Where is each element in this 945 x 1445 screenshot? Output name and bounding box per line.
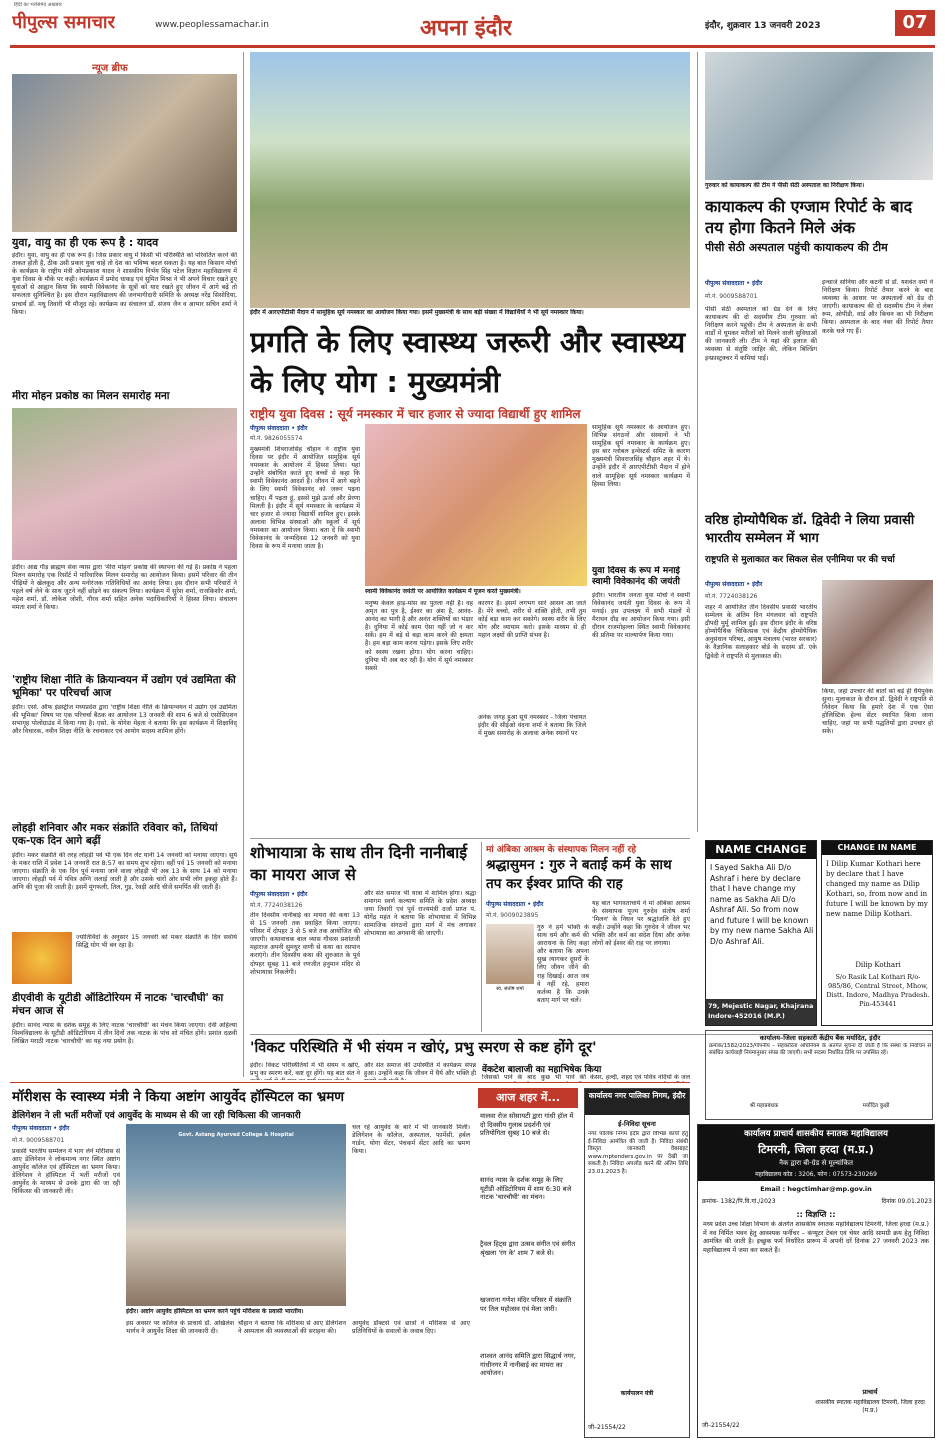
s2-headline: मीरा मोहन प्रकोष्ठ का मिलन समारोह मना — [12, 390, 170, 402]
photo-ayurved-hospital — [126, 1124, 346, 1306]
mid-top-rule — [250, 838, 690, 839]
college-heading-2: टिमरनी, जिला हरदा (म.प्र.) — [758, 1143, 874, 1156]
tender-sign: कार्यपालन यंत्री — [620, 1390, 654, 1397]
m1-byline-city: इंदौर — [297, 891, 308, 898]
aaj-item-4: खजराना गणेश मंदिर परिसर में संक्रांति पर तिल महोत्सव एवं मेला जारी। — [480, 1296, 572, 1313]
s3-body: इंदौर। एसो. ऑफ इंडस्ट्रीज मध्यप्रदेश द्वारा 'राष्ट्रीय शिक्षा नीति के क्रियान्वयन में उद्योग एवं उद्यमिता की भूमिका' विषय पर एक परिचर्चा बैठक का आयोजन 13 जनवरी की शाम 6 बजे से एसोसिएशन सभागृह पोलोग्राउंड में किया गया है। एसो. के योगेश मेहता ने बताया कि इस कार्यक्रम में शिक्षाविद् और विचारक, नवीन शिक्षा नीति के रचनाकार एवं आयोग सदस्य शामिल होंगे। — [12, 704, 237, 736]
m3-body: इंदौर। विकट परिस्थितियों में भी संयम न खोएं, प्रभु का स्मरण करें, कष्ट दूर होंगे। यह बात संत ने — [250, 1062, 360, 1078]
s4-body: इंदौर। मकर संक्रांति की तरह लोहड़ी पर्व भी एक दिन लेट यानी 14 जनवरी को मनाया जाएगा। सूर्य के मकर राशि में प्रवेश 14 जनवरी रात 8:57 का समय शुभ रहेगा। वहीं पर्व 15 जनवरी को मनाया जाएगा। संक्रांति के एक दिन पूर्व मनाया जाने वाला लोहड़ी भी अब 13 के साथ 14 को मनाया जाएगा। लोहड़ी पर्व में पवित्र अग्नि जलाई जाती है और उसके चारों ओर सभी लोग इकट्ठा होते हैं। अग्नि की पूजा की जाती है। इसमें मूंगफली, तिल, गुड़, रेवड़ी आदि चीजें समर्पित की जाती हैं। — [12, 852, 237, 892]
photo-cm-caption: स्वामी विवेकानंद जयंती पर आयोजित कार्यक्रम में पूजन करते मुख्यमंत्री। — [365, 588, 587, 598]
college-notice — [697, 1124, 935, 1438]
m1-headline: शोभायात्रा के साथ तीन दिनी नानीबाई का मायरा आज से — [250, 843, 468, 884]
section-title: अपना इंदौर — [420, 16, 513, 41]
r2-headline: वरिष्ठ होम्योपैथिक डॉ. द्विवेदी ने लिया प्रवासी भारतीय सम्मेलन में भाग — [705, 513, 915, 546]
m1-phone — [250, 901, 360, 909]
left-column — [12, 52, 237, 1078]
b1-photo-caption: इंदौर। अष्टांग आयुर्वेद हॉस्पिटल का भ्रमण करने पहुंचे मॉरीशस के प्रवासी भारतीय। — [126, 1308, 346, 1316]
tender-heading: कार्यालय नगर पालिका निगम, इंदौर — [585, 1089, 689, 1115]
lead-byline-name: पीपुल्स संवाददाता — [250, 425, 290, 432]
b1-byline-city: इंदौर — [59, 1125, 70, 1132]
m1-col2: और संत समाज भी यात्रा में शामिल होगा। श्रद्धा समागम स्वर्ण कल्याण समिति के प्रदेश अध्यक्ष जया तिवारी एवं पूर्व राज्यमंत्री दर्जा प्राप्त पं. योगेंद्र महंत ने बताया कि शोभायात्रा में विभिन्न सामाजिक संगठनों द्वारा मार्ग में मंच लगाकर शोभायात्रा का अगवानी की जाएगी। — [364, 890, 476, 938]
b1-phone-number: मो.नं. 9009588701 — [12, 1137, 65, 1144]
b1-col2: चल रहे आयुर्वेद के बारे में भी जानकारी मिली। डेलिगेशन के कॉलेज, अस्पताल, फार्मेसी, हर्बल गार्डन, योगा सेंटर, पंचकर्म सेंटर आदि का भ्रमण किया। — [352, 1124, 470, 1156]
nc2-heading: CHANGE IN NAME — [822, 841, 932, 855]
s2-body: इंदौर। आद्य गौड़ ब्राह्मण सेवा न्यास द्वारा 'मीरा मोहन' प्रकोष्ठ की स्थापना की गई है। प्रकोष्ठ ने पहला मिलन समारोह एक रिसॉर्ट में पारिवारिक मिलन समारोह का आयोजन किया। इसमें परिवार की तीन पीढ़ियों ने खेलकूद और अन्य मनोरंजक गतिविधियों का आनंद लिया। इस दौरान सभी परिवारों ने पहले वर्ष लेने के साथ जुटने नहीं छोड़ने का संकल्प लिया। कार्यक्रम में सुरेश शर्मा, राजकिशोर शर्मा, महेश शर्मा, डॉ. लोकेश जोशी, गौरव शर्मा सहित अनेक पदाधिकारियों ने हिस्सा लिया। संचालन ममता शर्मा ने किया। — [12, 564, 237, 612]
m3-col4: केसर, हल्दी, शहद एवं पवित्र नदियों के जल — [590, 1074, 690, 1081]
m2-byline-city: इंदौर — [533, 901, 544, 908]
aaj-heading: आज शहर में... — [478, 1088, 578, 1108]
college-subheading: नैक द्वारा बी-ग्रेड से मूल्यांकित — [779, 1159, 853, 1167]
photo-cm-puja — [365, 424, 587, 586]
lead-subheadline: राष्ट्रीय युवा दिवस : सूर्य नमस्कार में चार हजार से ज्यादा विद्यार्थी हुए शामिल — [250, 407, 581, 421]
college-heading-1: कार्यालय प्राचार्य शासकीय स्नातक महाविद्यालय — [744, 1129, 888, 1139]
lead-col2: मनुष्य केवल हाड़-मांस का पुतला नहीं है। वह अमृत का पुत्र है, ईश्वर का अंश है, आनंद-आनंद का भागी है और अनंत शक्तियों का भंडार है। दुनिया में कोई काम ऐसा नहीं जो न कर सकें। हम में बड़े से बड़ा काम करने की क्षमता है। हम बड़ा काम करना पड़ेगा। इसके लिए शरीर को स्वस्थ रखना होगा। योग करना चाहिए। दुनिया भी अब कर रही है। योग में सूर्य नमस्कार सबसे — [365, 600, 473, 672]
news-brief-label: न्यूज ब्रीफ — [92, 63, 128, 74]
college-sign: प्राचार्य — [862, 1388, 878, 1396]
college-sign-2: शासकीय स्नातक महाविद्यालय टिमरनी, जिला हरदा (म.प्र.) — [815, 1399, 925, 1414]
coop-heading: कार्यालय–जिला सहकारी केंद्रीय बैंक मर्यादित, इंदौर — [759, 1034, 881, 1042]
s4-headline: लोहड़ी शनिवार और मकर संक्रांति रविवार को, तिथियां एक-एक दिन आगे बढ़ीं — [12, 822, 218, 847]
b1-headline: मॉरीशस के स्वास्थ्य मंत्री ने किया अष्टांग आयुर्वेद हॉस्पिटल का भ्रमण — [12, 1089, 345, 1105]
ayurved-banner-text: Govt. Astang Ayurved College & Hospital — [178, 1132, 294, 1138]
lead-phone — [250, 434, 360, 442]
photo-president-meeting — [822, 580, 933, 684]
r2-subheadline: राष्ट्रपति से मुलाकात कर सिकल सेल एनीमिया पर की चर्चा — [705, 555, 895, 565]
page-number: 07 — [895, 10, 935, 36]
m2-col2: यह बात भागवताचार्य ने मां अंबिका आश्रम के संस्थापक पूज्य गुरुदेव संतोष शर्मा 'मिलन' के निधन पर श्रद्धांजलि देते हुए कही। उन्होंने कहा कि गुरुदेव ने जीवन भर भक्ति और कर्म का संदेश दिया और अनेक लोगों को ईश्वर की राह पर लगाया। — [592, 900, 690, 948]
nc2-body: I Dilip Kumar Kothari here by declare that I have changed my name as Dilip Kothari, so, from now and in future I will be known by my new name Dilip Kothari. — [826, 860, 928, 918]
r2-body: शहर में आयोजित तीन दिवसीय प्रवासी भारतीय सम्मेलन के अंतिम दिन मंगलवार को राष्ट्रपति द्रौपदी मुर्मू शामिल हुईं। इस दौरान इंदौर के वरिष्ठ होम्योपैथिक चिकित्सक एवं केंद्रीय होम्योपैथिक अनुसंधान परिषद, आयुष मंत्रालय (भारत सरकार) के वैज्ञानिक सलाहकार बोर्ड के सदस्य डॉ. एके द्विवेदी ने राष्ट्रपति से मुलाकात की। — [705, 604, 817, 660]
masthead-url: www.peoplessamachar.in — [155, 20, 269, 30]
r2-body-2: किया, जहां उपचार की बातों को बड़े ही धैर्यपूर्वक सुना। मुलाकात के दौरान डॉ. द्विवेदी ने राष्ट्रपति से निवेदन किया कि हमारे देश में एक ऐसा होलिस्टिक हेल्थ सेंटर स्थापित किया जाना चाहिए, जहां पर सभी पद्धतियों द्वारा उपचार हो सके। — [822, 688, 933, 736]
b1-phone — [12, 1136, 120, 1144]
college-body: मध्य प्रदेश उच्च शिक्षा विभाग के अंतर्गत शासकीय स्नातक महाविद्यालय टिमरनी, जिला हरदा (म.प्र.) में नव निर्मित भवन हेतु आवश्यक फर्नीचर – कंप्यूटर टेबल एवं चेयर आदि सामग्री क्रय हेतु निविदा आमंत्रित की जाती है। इच्छुक फर्म निर्धारित प्रारूप में अपनी दरें दिनांक 27 जनवरी 2023 तक महाविद्यालय में जमा कर सकते हैं। — [703, 1221, 929, 1254]
m1-byline: पीपुल्स संवाददाता • इंदौर — [250, 891, 308, 898]
tender-subheading: ई-निविदा सूचना — [618, 1120, 656, 1128]
masthead-rule — [10, 45, 935, 48]
r2-byline-name: पीपुल्स संवाददाता — [705, 581, 745, 588]
m1-body: तीन दिवसीय नानीबाई का मायरा की कथा 13 से 15 जनवरी तक प्रवाहित किया जाएगा। परिसर में दोपहर 3 से 5 बजे तक आयोजित की जाएगी। कथावाचक बाल व्यास गौवत्स प्रशांतजी महाराज अपनी सुमधुर वाणी से कथा का रसपान कराएंगे। तीन दिवसीय कथा की शुरुआत के पूर्व दोपहर सुबह 11 बजे रणजीत हनुमान मंदिर से शोभायात्रा निकलेगी। — [250, 912, 360, 976]
m2-byline-name: पीपुल्स संवाददाता — [486, 901, 526, 908]
r2-phone-number: मो.नं. 7724038126 — [705, 593, 758, 600]
tender-body: नगर पालिक निगम इंदौर द्वारा विभिन्न कार्यों हेतु ई-निविदा आमंत्रित की जाती है। निविदा संबंधी विस्तृत जानकारी वेबसाइट www.mptenders.gov.in पर देखी जा सकती है। निविदा अपलोड करने की अंतिम तिथि 23.01.2023 है। — [588, 1131, 688, 1175]
m2-byline: पीपुल्स संवाददाता • इंदौर — [486, 901, 544, 908]
b1-col3: इस अवसर पर कॉलेज के प्राचार्य डॉ. अखिलेश भार्गव ने आयुर्वेद शिक्षा की जानकारी दी। — [126, 1320, 234, 1336]
r1-body-2: इन्चार्ज सोनिया और कटनी से डॉ. यशवंत वर्मा ने निरीक्षण किया। रिपोर्ट तैयार करने के बाद व्यवस्था के आधार पर अस्पतालों को ग्रेड दी जाएगी। कायाकल्प की दो सदस्यीय टीम ने लेबर रूम, ओपीडी, वार्ड और किचन का भी निरीक्षण किया। अस्पताल के बाद नंबर की रिपोर्ट तैयार करके चले गए हैं। — [822, 279, 933, 335]
aaj-item-5: शाश्वत आनंद समिति द्वारा सिद्धार्थ नगर, गांधीनगर में नानीबाई का मायरा का आयोजन। — [480, 1352, 576, 1378]
aaj-item-1: मालवा रोज सोसायटी द्वारा गांधी हॉल में दो दिवसीय गुलाब प्रदर्शनी एवं प्रतियोगिता सुबह 10 बजे से। — [480, 1112, 574, 1138]
college-email: Email : hegctimhar@mp.gov.in — [760, 1185, 872, 1193]
masthead-logo-tag: हिंदी का भरोसेमंद अखबार — [14, 2, 62, 8]
s1-body: इंदौर। युवा, वायु का ही एक रूप है। जिस प्रकार वायु में किसी भी परिस्थिति को परिवर्तित करने की ताकत होती है, ठीक उसी प्रकार युवा चाहे तो देश का भविष्य बदल सकता है। यह बात किसान मोर्चा के कार्यक्रम के राष्ट्रीय मंत्री ओमप्रकाश यादव ने शासकीय निर्भय सिंह पटेल विज्ञान महाविद्यालय में युवा दिवस के मौके पर कही। कार्यक्रम में प्रमोद धाकड़ एवं सुमित मिश्रा ने भी अपने विचार रखते हुए युवाओं से आह्वान किया कि स्वामी विवेकानंद के सूत्रों को याद रखते हुए जीवन में आगे बढ़ें तो सफलता सुनिश्चित है। इस दौरान महाविद्यालय की जनभागीदारी समिति के अध्यक्ष नरेंद्र सिसोदिया, प्राचार्य डॉ. मधु तिवारी भी मौजूद रहे। कार्यक्रम का संचालन डॉ. संजय जैन व आभार सचिन शर्मा ने किया। — [12, 252, 237, 316]
m2-body: गुरु ने हमें भक्ति के साथ धर्म और कर्म की आराधना के लिए कहा और बताया कि अपना सुख त्यागकर दूसरों के लिए जीवन जीने की राह दिखाई। आज जब वे नहीं रहे, हमारा कर्तव्य है कि उनके बताए मार्ग पर चलें। — [537, 924, 589, 1004]
s1-headline: युवा, वायु का ही एक रूप है : यादव — [12, 236, 159, 249]
college-title: :: विज्ञप्ति :: — [796, 1210, 836, 1219]
b1-body: प्रवासी भारतीय सम्मेलन में भाग लेने मॉरीशस से आए डेलिगेशन ने लोकमान्य नगर स्थित अष्टांग आयुर्वेद कॉलेज एवं हॉस्पिटल का भ्रमण किया। डेलिगेशन ने हॉस्पिटल में भर्ती मरीजों एवं आयुर्वेद के माध्यम से उनके द्वारा की जा रही चिकित्सा की जानकारी ली। — [12, 1148, 120, 1196]
aaj-item-2: सानंद न्यास के दर्शक समूह के लिए यूटीडी ऑडिटोरियम में शाम 6:30 बजे नाटक 'चारचौघी' का मंचन। — [480, 1176, 572, 1202]
photo-surya-namaskar — [250, 52, 690, 308]
photo-surya — [12, 932, 72, 984]
name-change-notice-1 — [705, 840, 817, 1026]
s5-body: इंदौर। सानंद न्यास के दर्शक समूह के लिए नाटक 'चारचौघी' का मंचन किया जाएगा। देवी अहिल्या विश्वविद्यालय के यूटीडी ऑडिटोरियम में तीन दिनों तक नाटक के पांच शो मंचित होंगे। प्रशांत दळवी लिखित मराठी नाटक 'चारचौघी' का यह नया प्रयोग है। — [12, 1022, 237, 1046]
m3-headline: 'विकट परिस्थिति में भी संयम न खोएं, प्रभु स्मरण से कष्ट होंगे दूर' — [250, 1040, 597, 1056]
lead-col3-more: अनेक जगह हुआ सूर्य नमस्कार - जिला पंचायत इंदौर की सीईओ वंदना शर्मा ने बताया कि जिले में मुख्य समारोह के अलावा अनेक स्थानों पर — [478, 714, 586, 738]
college-code: महाविद्यालय कोड : 3206, फोन : 07573-230269 — [755, 1171, 877, 1178]
r1-phone — [705, 292, 817, 300]
lead-col4: सामूहिक सूर्य नमस्कार के आयोजन हुए। विभिन्न संगठनों और संस्थानों ने भी सामूहिक सूर्य नमस्कार के कार्यक्रम हुए। इस बार ग्लोबल इन्वेस्टर्स समिट के कारण मुख्यमंत्री शिवराजसिंह चौहान शहर में थे। उन्होंने इंदौर में आरएपीटीसी मैदान में होने वाले सामूहिक सूर्य नमस्कार कार्यक्रम में हिस्सा लिया। — [592, 424, 690, 488]
masthead-logo: पीपुल्स समाचार — [12, 12, 115, 33]
m3-col2: और संत समाज की उपस्थिति में कार्यक्रम संपन्न हुआ। उन्होंने कहा कि जीवन में धैर्य और भक्ति ही — [364, 1062, 476, 1078]
lead-sub2: युवा दिवस के रूप में मनाई स्वामी विवेकानंद की जयंती — [592, 566, 680, 587]
left-divider — [243, 52, 244, 1077]
lead-byline-city: इंदौर — [297, 425, 308, 432]
m1-byline-name: पीपुल्स संवाददाता — [250, 891, 290, 898]
lead-body: मुख्यमंत्री शिवराजसिंह चौहान ने राष्ट्रीय युवा दिवस पर इंदौर में आयोजित सामूहिक सूर्य नमस्कार के आयोजन में हिस्सा लिया। यहां उन्होंने संबोधित करते हुए बच्चों से कहा कि स्वामी विवेकानंद आदर्श हैं। जीवन में आगे बढ़ने के लिए स्वामी विवेकानंद को जरूर पढ़ना चाहिए। मैं पढ़ता हूं, इससे मुझे ऊर्जा और प्रेरणा मिलती है। इंदौर में सूर्य नमस्कार के कार्यक्रम में चार हजार से ज्यादा विद्यार्थी शामिल हुए। इसके अलावा विभिन्न संस्थाओं और स्कूलों में सूर्य नमस्कार का आयोजन किया। बता दें कि स्वामी विवेकानंद के जन्मदिवस 12 जनवरी को युवा दिवस के रूप में मनाया जाता है। — [250, 446, 360, 551]
aaj-shahar-box — [478, 1088, 578, 1438]
photo-yuva-event — [12, 74, 237, 232]
photo-kayakalp — [705, 52, 933, 180]
b1-byline: पीपुल्स संवाददाता • इंदौर — [12, 1125, 70, 1132]
dateline: इंदौर, शुक्रवार 13 जनवरी 2023 — [705, 21, 821, 31]
tender-ref: जी–21554/22 — [588, 1424, 626, 1431]
photo-santosh-sharma — [486, 924, 534, 984]
coop-sign-2: मर्यादित कुक्षी — [862, 1103, 890, 1109]
tender-notice — [584, 1088, 690, 1438]
r1-subheadline: पीसी सेठी अस्पताल पहुंची कायाकल्प की टीम — [705, 241, 888, 254]
m2-phone-number: मो.नं. 9009023895 — [486, 912, 539, 919]
college-date: दिनांक 09.01.2023 — [881, 1198, 932, 1205]
name-change-notice-2 — [821, 840, 933, 1026]
lead-col3: कारगर है। इसमें लगभग सारे आसन आ जाते हैं। मेरे बच्चो, शरीर से शक्ति होती, तभी तुम कोई बड़ा काम कर सकोगे। स्वस्थ शरीर के लिए योग और व्यायाम करो। इसके माध्यम से ही महान लक्ष्यों की प्राप्ति संभव है। — [478, 600, 586, 640]
s5-headline: डीएवीवी के यूटीडी ऑडिटोरियम में नाटक 'चारचौघी' का मंचन आज से — [12, 992, 224, 1017]
b1-col4: चौहान ने बताया कि मॉरीशस से आए डेलिगेशन ने अस्पताल की व्यवस्थाओं की सराहना की। — [238, 1320, 346, 1336]
r2-byline: पीपुल्स संवाददाता • इंदौर — [705, 581, 763, 588]
r1-byline-name: पीपुल्स संवाददाता — [705, 280, 745, 287]
m2-phone — [486, 911, 586, 919]
coop-notice — [705, 1030, 933, 1120]
nc1-body: I Sayed Sakha Ali D/o Ashraf i here by declare that I have change my name as Sakha Ali D/o Ashraf Ali. So from now and future I will be known by my new name Sakha Ali D/o Ashraf Ali. — [710, 863, 814, 946]
s3-headline: 'राष्ट्रीय शिक्षा नीति के क्रियान्वयन में उद्योग एवं उद्यमिता की भूमिका' पर परिचर्चा आज — [12, 674, 236, 699]
masthead — [0, 0, 945, 48]
r1-phone-number: मो.नं. 9009588701 — [705, 293, 758, 300]
college-header — [698, 1125, 934, 1181]
r1-body: पीसी सेठी अस्पताल को ग्रेड देने के लिए कायाकल्प की दो सदस्यीय टीम गुरुवार को निरीक्षण करने पहुंची। टीम ने अस्पताल के सभी वार्डों में घूमकर मरीजों को मिलने वाली सुविधाओं की जानकारी ली। टीम ने यहां की इलाज की व्यवस्था से संतुष्टि जाहिर की, लेकिन बिल्डिंग इन्फ्रास्ट्रक्चर में कमियां पाईं। — [705, 306, 817, 362]
m2-name: स्व. संतोष शर्मा — [496, 986, 524, 992]
m2-headline: श्रद्धासुमन : गुरु ने बताई कर्म के साथ तप कर ईश्वर प्राप्ति की राह — [486, 857, 672, 892]
lead-phone-number: मो.नं. 9826055574 — [250, 435, 303, 442]
b1-subheadline: डेलिगेशन ने ली भर्ती मरीजों एवं आयुर्वेद के माध्यम से की जा रही चिकित्सा की जानकारी — [12, 1111, 301, 1121]
aaj-item-3: ट्रैवल हिट्स द्वारा उत्सव संगीत एवं संगीत श्रृंखला 'रंग के' शाम 7 बजे से। — [480, 1240, 576, 1257]
b1-byline-name: पीपुल्स संवाददाता — [12, 1125, 52, 1132]
r2-phone — [705, 592, 817, 600]
main-right-divider — [697, 52, 698, 832]
lead-byline: पीपुल्स संवाददाता • इंदौर — [250, 425, 308, 432]
nc1-heading: NAME CHANGE — [706, 841, 816, 859]
nc2-address: S/o Rasik Lal Kothari R/o-985/86, Central Street, Mhow, Distt. Indore, Madhya Pradesh. Pin-453441 — [826, 973, 930, 1008]
m1-phone-number: मो.नं. 7724038126 — [250, 902, 303, 909]
s4-more: ज्योतिर्विदों के अनुसार 15 जनवरी को मकर संक्रांति के दिन सर्वार्थ सिद्धि योग भी बन रहा है। — [76, 934, 237, 950]
banner-caption: इंदौर में आरएपीटीसी मैदान में सामूहिक सूर्य नमस्कार का आयोजन किया गया। इसमें मुख्यमंत्री के साथ बड़ी संख्या में विद्यार्थियों ने भी सूर्य नमस्कार किया। — [250, 309, 690, 319]
r1-headline: कायाकल्प की एग्जाम रिपोर्ट के बाद तय होगा कितने मिले अंक — [705, 197, 913, 237]
b1-col5: आयुर्वेद डॉक्टर्स एवं छात्रों ने मॉरीशस से आए प्रतिनिधियों के सवालों के जवाब दिए। — [352, 1320, 470, 1336]
nc1-address: 79, Mejestic Nagar, Khajrana Indore-452016 (M.P.) — [706, 999, 816, 1025]
college-number: क्रमांक- 1382/पि.वि.गां./2023 — [702, 1198, 776, 1205]
r2-byline-city: इंदौर — [752, 581, 763, 588]
r1-byline-city: इंदौर — [752, 280, 763, 287]
m2-kicker: मां अंबिका आश्रम के संस्थापक मिलन नहीं रहे — [486, 845, 636, 855]
m3-subheadline: वेंकटेश बालाजी का महाभिषेक किया — [482, 1065, 602, 1075]
coop-sign-1: श्री महाप्रबंधक — [749, 1103, 779, 1109]
lead-col4-more: इंदौर। भारतीय जनता युवा मोर्चा ने स्वामी विवेकानंद जयंती युवा दिवस के रूप में मनाई। इस उपलक्ष्य में सभी मंडलों में मैराथन दौड़ का आयोजन किया गया। इसी दौरान राजमोहल्ला स्थित स्वामी विवेकानंद की प्रतिमा पर माल्यार्पण किया गया। — [592, 592, 690, 640]
photo-meera-mohan — [12, 408, 237, 560]
nc2-name: Dilip Kothari — [855, 961, 901, 969]
bottom-rule — [10, 1082, 690, 1083]
r1-byline: पीपुल्स संवाददाता • इंदौर — [705, 280, 763, 287]
m3-col3: जिसको पाने के बाद कुछ भी पाने की — [482, 1074, 586, 1081]
kayakalp-caption: गुरुवार को कायाकल्प की टीम ने पीसी सेठी अस्पताल का निरीक्षण किया। — [705, 182, 933, 192]
lead-headline: प्रगति के लिए स्वास्थ्य जरूरी और स्वास्थ्य के लिए योग : मुख्यमंत्री — [250, 325, 686, 399]
college-ref: जी–21554/22 — [702, 1422, 740, 1429]
coop-body: क्रमांक/1582/2023/गोपनीय – सहकारिता अधिनियम के अंतर्गत सूचना दी जाती है कि संस्था के निर्वाचन से संबंधित कार्यवाही नियमानुसार संपन्न की जाएगी। सभी सदस्य निर्धारित तिथि पर उपस्थित रहें। — [709, 1043, 931, 1057]
mid-divider — [481, 842, 482, 1032]
